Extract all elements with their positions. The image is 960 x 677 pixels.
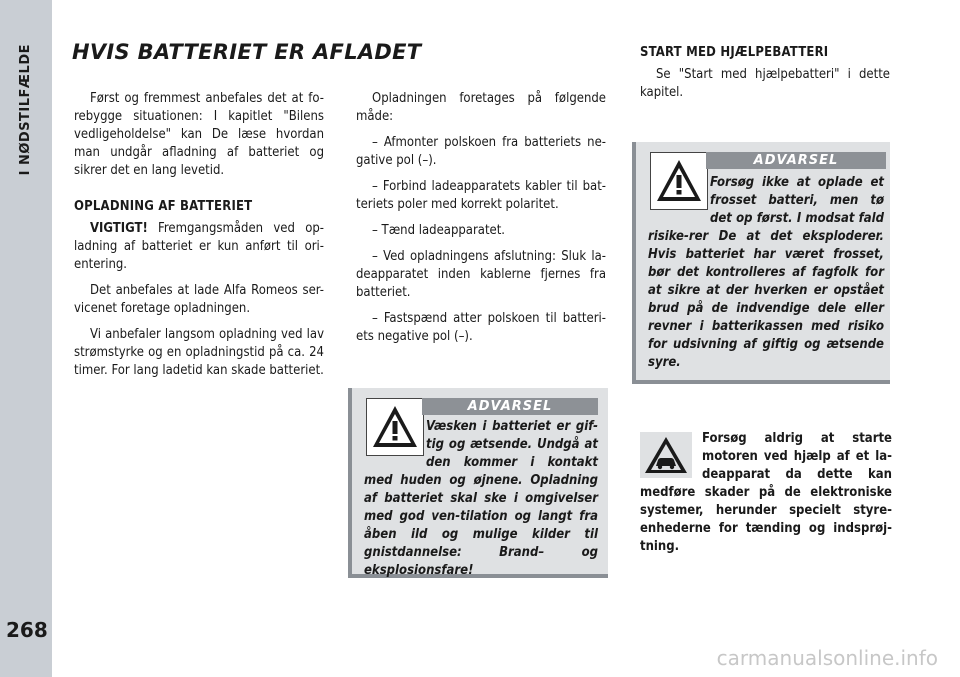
caution-text: Forsøg aldrig at starte motoren ved hjælp af et la-deapparat da dette kan medføre skader på de elektroniske systemer, herunder specielt styre-enhederne for tænding og indsprøj-tning.	[640, 431, 892, 554]
section-heading-hjaelpebatteri: START MED HJÆLPEBATTERI	[640, 45, 829, 60]
important-label: VIGTIGT!	[90, 221, 148, 236]
paragraph-service: Det anbefales at lade Alfa Romeos ser-vicenet foretage opladningen.	[74, 283, 324, 316]
important-paragraph	[74, 220, 324, 274]
procedure-step: – Ved opladningens afslutning: Sluk la-deapparatet inden kablerne fjernes fra batteriet.	[356, 249, 606, 300]
jump-start-paragraph: Se "Start med hjælpebatteri" i dette kapitel.	[640, 67, 890, 100]
warning-text: Forsøg ikke at oplade et frosset batteri, men tø det op først. I modsat fald risike-rer De at det eksploderer. Hvis batteriet har været frosset, bør det kontrolleres af fagfolk for at sikre at der hverken er opstået brud på de indvendige dele eller revner i batterikassen med risiko for udsivning af giftig og ætsende syre.	[648, 175, 884, 370]
watermark: carmanualsonline.info	[716, 646, 938, 670]
page-title: HVIS BATTERIET ER AFLADET	[72, 40, 422, 64]
warning-label: ADVARSEL	[706, 152, 886, 169]
page-number: 268	[6, 618, 48, 642]
paragraph-slow-charge: Vi anbefaler langsom opladning ved lav strømstyrke og en opladningstid på ca. 24 timer. For lang ladetid kan skade batteriet.	[74, 327, 324, 378]
column-3	[640, 44, 890, 110]
car-caution-icon	[640, 432, 692, 478]
warning-box-frozen	[632, 142, 890, 384]
sidebar-strip	[0, 0, 52, 677]
column-1	[74, 90, 324, 388]
warning-box-acid	[348, 388, 608, 578]
procedure-step: – Afmonter polskoen fra batteriets ne-gative pol (–).	[356, 135, 606, 168]
procedure-intro: Opladningen foretages på følgende måde:	[356, 91, 606, 124]
warning-label: ADVARSEL	[422, 398, 598, 415]
caution-block	[640, 430, 892, 556]
section-heading-opladning: OPLADNING AF BATTERIET	[74, 199, 253, 214]
intro-paragraph: Først og fremmest anbefales det at fo-rebygge situationen: I kapitlet "Bilens vedligeholdelse" kan De læse hvordan man undgår afladning af batteriet og sikrer det en lang levetid.	[74, 91, 324, 178]
column-2	[356, 90, 606, 354]
section-label: I NØDSTILFÆLDE	[18, 44, 33, 176]
procedure-step: – Forbind ladeapparatets kabler til bat-teriets poler med korrekt polaritet.	[356, 179, 606, 212]
procedure-step: – Tænd ladeapparatet.	[372, 223, 506, 238]
important-text: Fremgangsmåden ved op-ladning af batteriet er kun anført til ori-entering.	[74, 221, 324, 272]
warning-text: Væsken i batteriet er gif-tig og ætsende. Undgå at den kommer i kontakt med huden og øjnene. Opladning af batteriet skal ske i omgivelser med god ven-tilation og langt fra åben ild og mulige kilder til gnistdannelse: Brand– og eksplosionsfare!	[364, 419, 598, 578]
procedure-step: – Fastspænd atter polskoen til batteri-ets negative pol (–).	[356, 311, 606, 344]
